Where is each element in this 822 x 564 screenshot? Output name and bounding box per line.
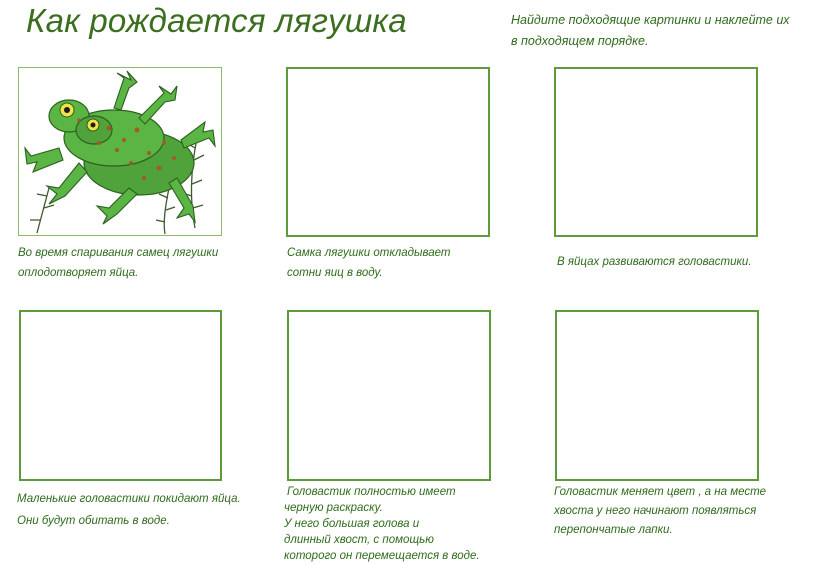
caption-line: черную раскраску. (284, 502, 383, 514)
card-4-empty-frame[interactable] (19, 310, 222, 481)
page-title: Как рождается лягушка (26, 2, 407, 39)
instruction-text (511, 10, 811, 52)
card-4-caption (17, 488, 241, 532)
card-3-caption (557, 252, 752, 272)
instruction-line-1: Найдите подходящие картинки и наклейте их (511, 13, 790, 27)
card-6-caption (554, 483, 766, 540)
card-6-empty-frame[interactable] (555, 310, 759, 481)
caption-line: Самка лягушки откладывает (287, 247, 451, 259)
caption-line: Головастик полностью имеет (287, 486, 456, 498)
caption-line: сотни яиц в воду. (287, 267, 383, 279)
caption-line: Маленькие головастики покидают яйца. (17, 493, 241, 505)
card-1-image-frame (18, 67, 222, 236)
caption-line: Во время спаривания самец лягушки (18, 247, 219, 259)
card-2-caption (287, 243, 450, 283)
card-1-caption (18, 243, 218, 283)
caption-line: длинный хвост, с помощью (284, 534, 434, 546)
instruction-line-2: в подходящем порядке. (511, 34, 649, 48)
caption-line: оплодотворяет яйца. (18, 267, 139, 279)
caption-line: которого он перемещается в воде. (284, 550, 480, 562)
caption-line: В яйцах развиваются головастики. (557, 256, 752, 268)
caption-line: перепончатые лапки. (554, 524, 673, 536)
card-5-empty-frame[interactable] (287, 310, 491, 481)
card-2-empty-frame[interactable] (286, 67, 490, 237)
frogs-mating-illustration (19, 68, 221, 235)
caption-line: хвоста у него начинают появляться (554, 505, 757, 517)
caption-line: У него большая голова и (284, 518, 420, 530)
caption-line: Головастик меняет цвет , а на месте (554, 486, 767, 498)
card-3-empty-frame[interactable] (554, 67, 758, 237)
card-5-caption (284, 484, 480, 564)
caption-line: Они будут обитать в воде. (17, 515, 170, 527)
